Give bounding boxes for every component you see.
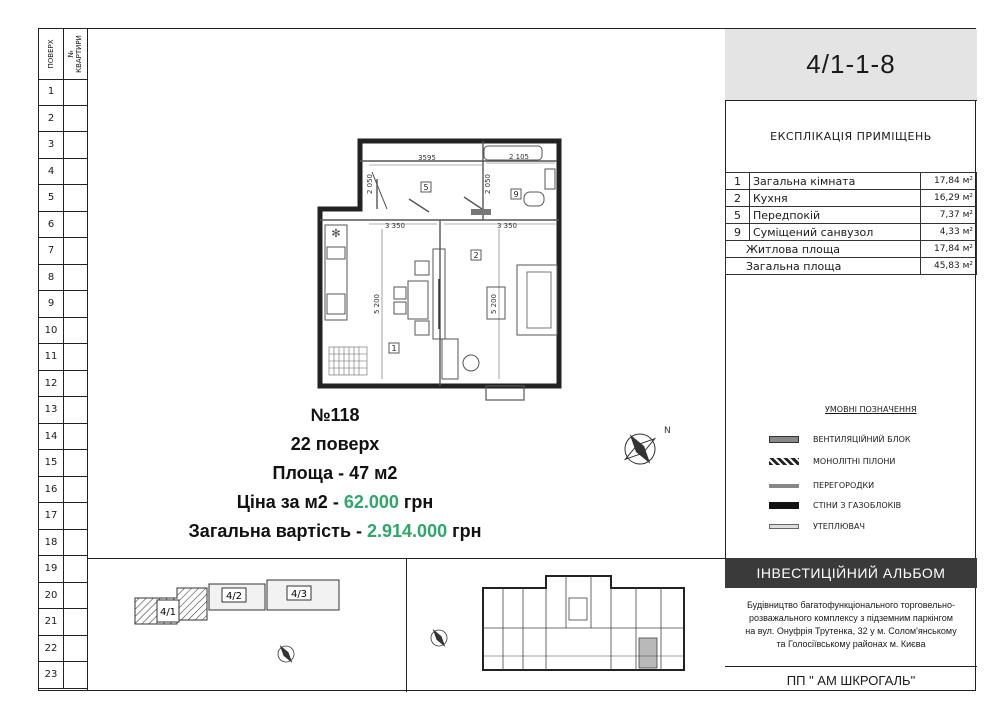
floor-col-header: ПОВЕРХ xyxy=(47,39,55,69)
flat-col-header: № КВАРТИРИ xyxy=(67,35,83,73)
insulation-swatch-icon xyxy=(769,524,799,529)
dim-5200-b: 5 200 xyxy=(490,293,498,315)
right-panel xyxy=(725,29,977,690)
legend-insulation: УТЕПЛЮВАЧ xyxy=(769,522,865,531)
floor-number: 17 xyxy=(39,503,64,529)
legend-pylons: МОНОЛІТНІ ПІЛОНИ xyxy=(769,457,895,466)
room-number: 9 xyxy=(726,224,750,241)
room-name: Кухня xyxy=(750,190,921,207)
floor-number: 14 xyxy=(39,424,64,450)
floor-number: 10 xyxy=(39,318,64,344)
room-area: 17,84 м² xyxy=(921,173,977,190)
section-key-plan xyxy=(87,558,407,692)
company-name: ПП " АМ ШКРОГАЛЬ" xyxy=(725,666,977,693)
floor-row xyxy=(39,450,87,477)
room-area: 7,37 м² xyxy=(921,207,977,224)
room-label-9: 9 xyxy=(513,190,519,199)
floor-row xyxy=(39,397,87,424)
offer-area: Площа - 47 м2 xyxy=(272,463,398,483)
partitions-swatch-icon xyxy=(769,484,799,488)
north-label: N xyxy=(664,426,671,436)
floor-number: 7 xyxy=(39,238,64,264)
room-label-5: 5 xyxy=(423,183,429,192)
dim-2050-a: 2 050 xyxy=(366,173,374,195)
room-area: 16,29 м² xyxy=(921,190,977,207)
room-area: 4,33 м² xyxy=(921,224,977,241)
legend-title: УМОВНІ ПОЗНАЧЕННЯ xyxy=(825,405,917,414)
floor-row xyxy=(39,662,87,689)
room-number: 1 xyxy=(726,173,750,190)
total-row xyxy=(726,258,977,275)
room-name: Суміщений санвузол xyxy=(750,224,921,241)
room-row xyxy=(726,207,977,224)
room-number: 5 xyxy=(726,207,750,224)
room-label-2: 2 xyxy=(473,251,479,260)
floor-row xyxy=(39,344,87,371)
floor-number: 20 xyxy=(39,583,64,609)
floor-number: 23 xyxy=(39,662,64,688)
apartment-code: 4/1-1-8 xyxy=(725,29,977,101)
legend-walls: СТІНИ З ГАЗОБЛОКІВ xyxy=(769,501,901,510)
album-banner: ІНВЕСТИЦІЙНИЙ АЛЬБОМ xyxy=(725,558,977,588)
floor-row xyxy=(39,556,87,583)
floor-number: 4 xyxy=(39,159,64,185)
floor-number: 11 xyxy=(39,344,64,370)
rooms-table xyxy=(725,172,977,275)
dim-5200-a: 5 200 xyxy=(373,293,381,315)
price-value: 62.000 xyxy=(343,492,399,512)
room-label-1: 1 xyxy=(391,344,397,353)
dim-3350-a: 3 350 xyxy=(384,222,406,230)
floor-plan-area xyxy=(87,29,726,559)
pylons-swatch-icon xyxy=(769,458,799,465)
ventilation-swatch-icon xyxy=(769,436,799,443)
floor-row xyxy=(39,636,87,663)
room-number: 2 xyxy=(726,190,750,207)
dim-3595: 3595 xyxy=(418,154,436,162)
floor-number: 16 xyxy=(39,477,64,503)
compass-small-icon-2 xyxy=(426,624,452,651)
floor-row xyxy=(39,212,87,239)
floor-number: 13 xyxy=(39,397,64,423)
compass-small-icon xyxy=(273,640,299,667)
dim-2105: 2 105 xyxy=(508,153,530,161)
section-label-3: 4/3 xyxy=(290,589,308,600)
dim-3350-b: 3 350 xyxy=(496,222,518,230)
floor-row xyxy=(39,583,87,610)
floor-number: 12 xyxy=(39,371,64,397)
room-name: Загальна кімната xyxy=(750,173,921,190)
floor-row xyxy=(39,424,87,451)
floor-row xyxy=(39,318,87,345)
north-compass-icon xyxy=(615,424,665,474)
floor-number: 18 xyxy=(39,530,64,556)
floor-row xyxy=(39,238,87,265)
floor-number: 22 xyxy=(39,636,64,662)
floor-row xyxy=(39,159,87,186)
floor-number: 21 xyxy=(39,609,64,635)
svg-text:✻: ✻ xyxy=(331,227,341,240)
floor-number: 2 xyxy=(39,106,64,132)
room-row xyxy=(726,173,977,190)
floor-row xyxy=(39,106,87,133)
floors-header xyxy=(39,29,87,80)
offer-info xyxy=(145,401,525,546)
floor-number: 8 xyxy=(39,265,64,291)
total-row xyxy=(726,241,977,258)
floor-number: 9 xyxy=(39,291,64,317)
floor-number: 5 xyxy=(39,185,64,211)
room-name: Передпокій xyxy=(750,207,921,224)
section-label-2: 4/2 xyxy=(225,591,243,602)
floor-number: 15 xyxy=(39,450,64,476)
legend-partitions: ПЕРЕГОРОДКИ xyxy=(769,481,874,490)
explication-title: ЕКСПЛІКАЦІЯ ПРИМІЩЕНЬ xyxy=(770,130,932,143)
walls-swatch-icon xyxy=(769,502,799,509)
room-row xyxy=(726,190,977,207)
floor-number: 1 xyxy=(39,79,64,105)
offer-total: Загальна вартість - 2.914.000 грн xyxy=(188,521,482,541)
offer-number: №118 xyxy=(310,405,360,425)
floor-row xyxy=(39,185,87,212)
total-name: Житлова площа xyxy=(726,241,921,258)
floor-row xyxy=(39,291,87,318)
dim-2050-b: 2 050 xyxy=(484,173,492,195)
total-name: Загальна площа xyxy=(726,258,921,275)
floor-row xyxy=(39,132,87,159)
room-row xyxy=(726,224,977,241)
floor-key-plan xyxy=(406,558,725,692)
offer-floor: 22 поверх xyxy=(290,434,380,454)
offer-price: Ціна за м2 - 62.000 грн xyxy=(236,492,434,512)
legend-ventilation: ВЕНТИЛЯЦІЙНИЙ БЛОК xyxy=(769,435,911,444)
floor-row xyxy=(39,265,87,292)
floor-row xyxy=(39,609,87,636)
floor-row xyxy=(39,79,87,106)
floor-row xyxy=(39,530,87,557)
floor-number: 3 xyxy=(39,132,64,158)
total-area: 17,84 м² xyxy=(921,241,977,258)
floor-row xyxy=(39,371,87,398)
floor-row xyxy=(39,503,87,530)
floor-number: 19 xyxy=(39,556,64,582)
drawing-sheet xyxy=(38,28,976,691)
floor-row xyxy=(39,477,87,504)
total-area: 45,83 м² xyxy=(921,258,977,275)
floors-column xyxy=(39,29,88,690)
total-value: 2.914.000 xyxy=(367,521,448,541)
project-description: Будівництво багатофункціонального торговельно- розважального комплексу з підземним паркінгом на вул. Онуфрія Трутенка, 32 у м. Солом'янському та Голосіївському районах м. Києва xyxy=(745,600,957,649)
floor-number: 6 xyxy=(39,212,64,238)
section-label-1: 4/1 xyxy=(159,607,177,618)
